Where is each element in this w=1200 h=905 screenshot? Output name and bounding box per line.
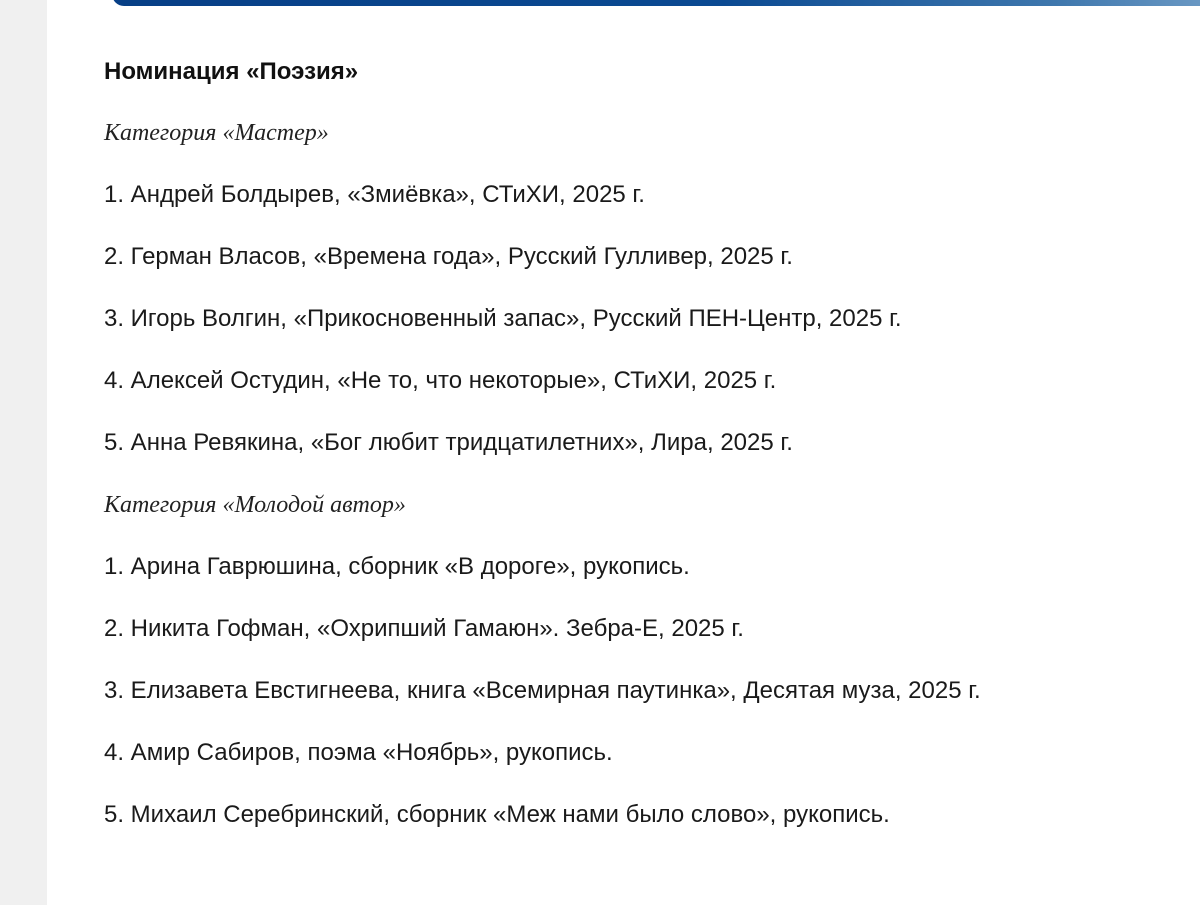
page xyxy=(47,0,1200,905)
list-item: 2. Никита Гофман, «Охрипший Гамаюн». Зебра-Е, 2025 г. xyxy=(104,615,744,642)
category-label-master: Категория «Мастер» xyxy=(104,120,329,146)
list-item: 3. Елизавета Евстигнеева, книга «Всемирная паутинка», Десятая муза, 2025 г. xyxy=(104,677,981,704)
nomination-title: Номинация «Поэзия» xyxy=(104,58,359,85)
list-item: 2. Герман Власов, «Времена года», Русский Гулливер, 2025 г. xyxy=(104,243,793,270)
header-accent-bar xyxy=(112,0,1200,6)
list-item: 4. Алексей Остудин, «Не то, что некоторые», СТиХИ, 2025 г. xyxy=(104,367,777,394)
category-label-young-author: Категория «Молодой автор» xyxy=(104,492,406,518)
list-item: 1. Андрей Болдырев, «Змиёвка», СТиХИ, 2025 г. xyxy=(104,181,645,208)
list-item: 5. Михаил Серебринский, сборник «Меж нами было слово», рукопись. xyxy=(104,801,890,828)
list-item: 1. Арина Гаврюшина, сборник «В дороге», рукопись. xyxy=(104,553,690,580)
list-item: 5. Анна Ревякина, «Бог любит тридцатилетних», Лира, 2025 г. xyxy=(104,429,793,456)
list-item: 4. Амир Сабиров, поэма «Ноябрь», рукопись. xyxy=(104,739,613,766)
list-item: 3. Игорь Волгин, «Прикосновенный запас», Русский ПЕН-Центр, 2025 г. xyxy=(104,305,902,332)
